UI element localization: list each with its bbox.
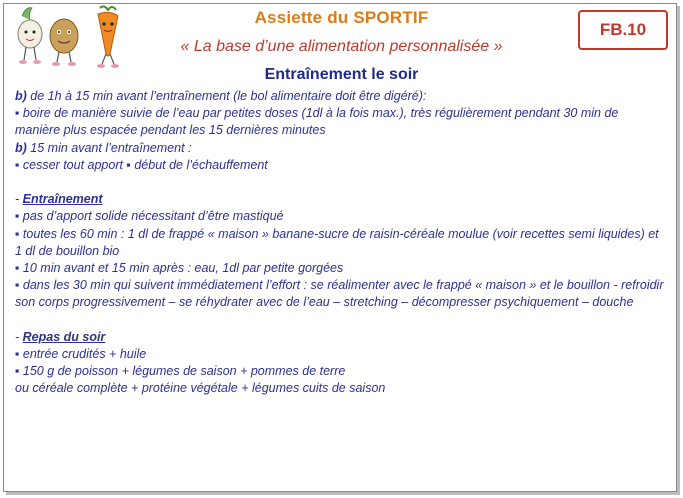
list-item: ▪ pas d’apport solide nécessitant d’être mastiqué [15,209,284,224]
heading-prefix: - [15,192,23,207]
before-line-1 [15,88,665,105]
step-marker: b) [15,140,27,155]
dinner-heading-line [15,329,665,346]
step-text: de 1h à 15 min avant l’entraînement (le bol alimentaire doit être digéré): [26,89,427,103]
step-marker: b) [15,89,27,103]
list-item: ▪ dans les 30 min qui suivent immédiatement l’effort : se réalimenter avec le frappé « maison » et le bouillon - refroidir son corps progressivement – se réhydrater avec de l’eau – stretching – décompresser psychiquement – douche [15,278,664,310]
training-heading-line [15,191,665,208]
before-item-2: ▪ cesser tout apport ▪ début de l’échauffement [15,157,268,172]
list-item: ou céréale complète + protéine végétale + légumes cuits de saison [15,381,386,396]
list-item: ▪ 150 g de poisson + légumes de saison + pommes de terre [15,364,346,379]
list-item: ▪ entrée crudités + huile [15,347,147,362]
list-item: ▪ toutes les 60 min : 1 dl de frappé « maison » banane-sucre de raisin-céréale moulue (voir recettes semi liquides) et 1 dl de bouillon bio [15,226,659,258]
before-item-1: ▪ boire de manière suivie de l’eau par petites doses (1dl à la fois max.), très régulièrement pendant 30 min de manière plus espacée pendant les 15 dernières minutes [15,106,619,138]
section-title: Entraînement le soir [264,66,419,83]
heading-prefix: - [15,329,23,344]
dinner-heading: Repas du soir [22,329,106,344]
sheet-code-badge [578,10,668,50]
sheet-code-label: FB.10 [599,20,647,39]
page-title: Assiette du SPORTIF [254,8,429,27]
page-subtitle: « La base d’une alimentation personnalisée » [180,38,503,55]
list-item: ▪ 10 min avant et 15 min après : eau, 1dl par petite gorgées [15,261,344,276]
training-heading: Entraînement [22,192,103,207]
before-line-2 [15,140,665,157]
content-body [15,88,665,398]
step-text: 15 min avant l’entraînement : [26,140,192,155]
